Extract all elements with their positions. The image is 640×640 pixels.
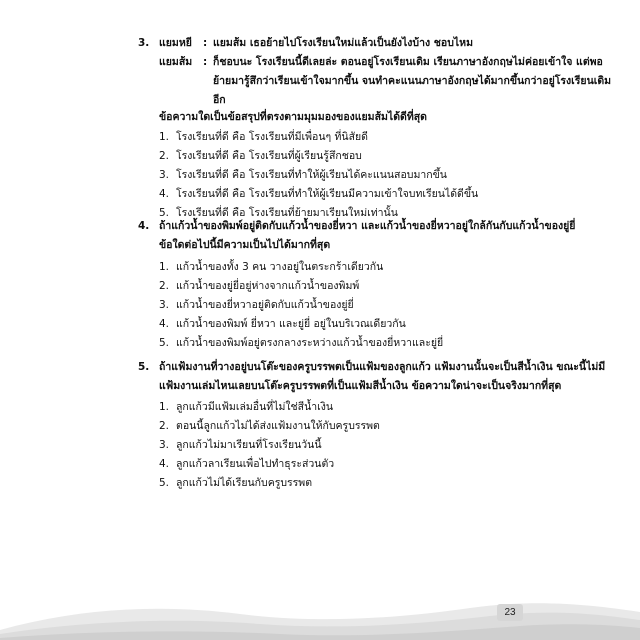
option[interactable]: 5. โรงเรียนที่ดี คือ โรงเรียนที่ย้ายมาเรียนใหม่เท่านั้น (159, 207, 398, 219)
dialog-line: แยมส้ม : ก็ชอบนะ โรงเรียนนี้ดีเลยล่ะ ตอนอยู่โรงเรียนเดิม เรียนภาษาอังกฤษไม่ค่อยเข้าใจ แต่พอ (159, 53, 611, 72)
speaker-name: แยมส้ม (159, 56, 193, 68)
option[interactable]: 2. แก้วน้ำของยู่ยี่อยู่ห่างจากแก้วน้ำของพิมพ์ (159, 280, 360, 292)
question-number: 5. (138, 361, 150, 373)
question-3-options (159, 128, 478, 223)
option[interactable]: 2. โรงเรียนที่ดี คือ โรงเรียนที่ผู้เรียนรู้สึกชอบ (159, 150, 362, 162)
dialog-line (159, 72, 611, 91)
footer-wave-decoration (0, 590, 640, 640)
option[interactable]: 5. แก้วน้ำของพิมพ์อยู่ตรงกลางระหว่างแก้วน้ำของยี่หวาและยู่ยี่ (159, 337, 444, 349)
option[interactable]: 3. ลูกแก้วไม่มาเรียนที่โรงเรียนวันนี้ (159, 439, 322, 451)
page-number: 23 (497, 604, 523, 621)
dialog-text: แยมส้ม เธอย้ายไปโรงเรียนใหม่แล้วเป็นยังไงบ้าง ชอบไหม (213, 37, 473, 49)
question-3-prompt: ข้อความใดเป็นข้อสรุปที่ตรงตามมุมมองของแยมส้มได้ดีที่สุด (159, 111, 427, 123)
option[interactable]: 1. ลูกแก้วมีแฟ้มเล่มอื่นที่ไม่ใช่สีน้ำเงิน (159, 401, 334, 413)
dialog-text: ก็ชอบนะ โรงเรียนนี้ดีเลยล่ะ ตอนอยู่โรงเรียนเดิม เรียนภาษาอังกฤษไม่ค่อยเข้าใจ แต่พอ (213, 56, 603, 68)
question-number: 3. (138, 37, 150, 49)
speaker-name: แยมหยี (159, 37, 192, 49)
option[interactable]: 1. แก้วน้ำของทั้ง 3 คน วางอยู่ในตระกร้าเดียวกัน (159, 261, 384, 273)
question-stem: ถ้าแก้วน้ำของพิมพ์อยู่ติดกับแก้วน้ำของยี่หวา และแก้วน้ำของยี่หวาอยู่ใกล้กันกับแก้วน้ำของยู่ยี่ ข้อใดต่อไปนี้มีความเป็นไปได้มากที่สุด (159, 220, 576, 251)
question-5-options (159, 398, 380, 493)
option[interactable]: 5. ลูกแก้วไม่ได้เรียนกับครูบรรพต (159, 477, 313, 489)
option[interactable]: 4. โรงเรียนที่ดี คือ โรงเรียนที่ทำให้ผู้เรียนมีความเข้าใจบทเรียนได้ดีขึ้น (159, 188, 479, 200)
option[interactable]: 4. ลูกแก้วลาเรียนเพื่อไปทำธุระส่วนตัว (159, 458, 335, 470)
option[interactable]: 3. แก้วน้ำของยี่หวาอยู่ติดกับแก้วน้ำของยู่ยี่ (159, 299, 354, 311)
question-number: 4. (138, 220, 150, 232)
dialog (159, 34, 611, 110)
dialog-text: ย้ายมารู้สึกว่าเรียนเข้าใจมากขึ้น จนทำคะแนนภาษาอังกฤษได้มากขึ้นกว่าอยู่โรงเรียนเดิม (213, 75, 612, 87)
dialog-text: อีก (213, 94, 226, 106)
option[interactable]: 3. โรงเรียนที่ดี คือ โรงเรียนที่ทำให้ผู้เรียนได้คะแนนสอบมากขึ้น (159, 169, 447, 181)
option[interactable]: 4. แก้วน้ำของพิมพ์ ยี่หวา และยู่ยี่ อยู่ในบริเวณเดียวกัน (159, 318, 406, 330)
dialog-line: แยมหยี : แยมส้ม เธอย้ายไปโรงเรียนใหม่แล้วเป็นยังไงบ้าง ชอบไหม (159, 34, 611, 53)
option[interactable]: 1. โรงเรียนที่ดี คือ โรงเรียนที่มีเพื่อนๆ ที่นิสัยดี (159, 131, 368, 143)
option[interactable]: 2. ตอนนี้ลูกแก้วไม่ได้ส่งแฟ้มงานให้กับครูบรรพต (159, 420, 380, 432)
question-stem: ถ้าแฟ้มงานที่วางอยู่บนโต๊ะของครูบรรพตเป็นแฟ้มของลูกแก้ว แฟ้มงานนั้นจะเป็นสีน้ำเงิน ขณะนี้ไม่มี แฟ้มงานเล่มไหนเลยบนโต๊ะครูบรรพตที่เป็นแฟ้มสีน้ำเงิน ข้อความใดน่าจะเป็นจริงมากที่สุด (159, 361, 606, 392)
question-4-options (159, 258, 443, 353)
